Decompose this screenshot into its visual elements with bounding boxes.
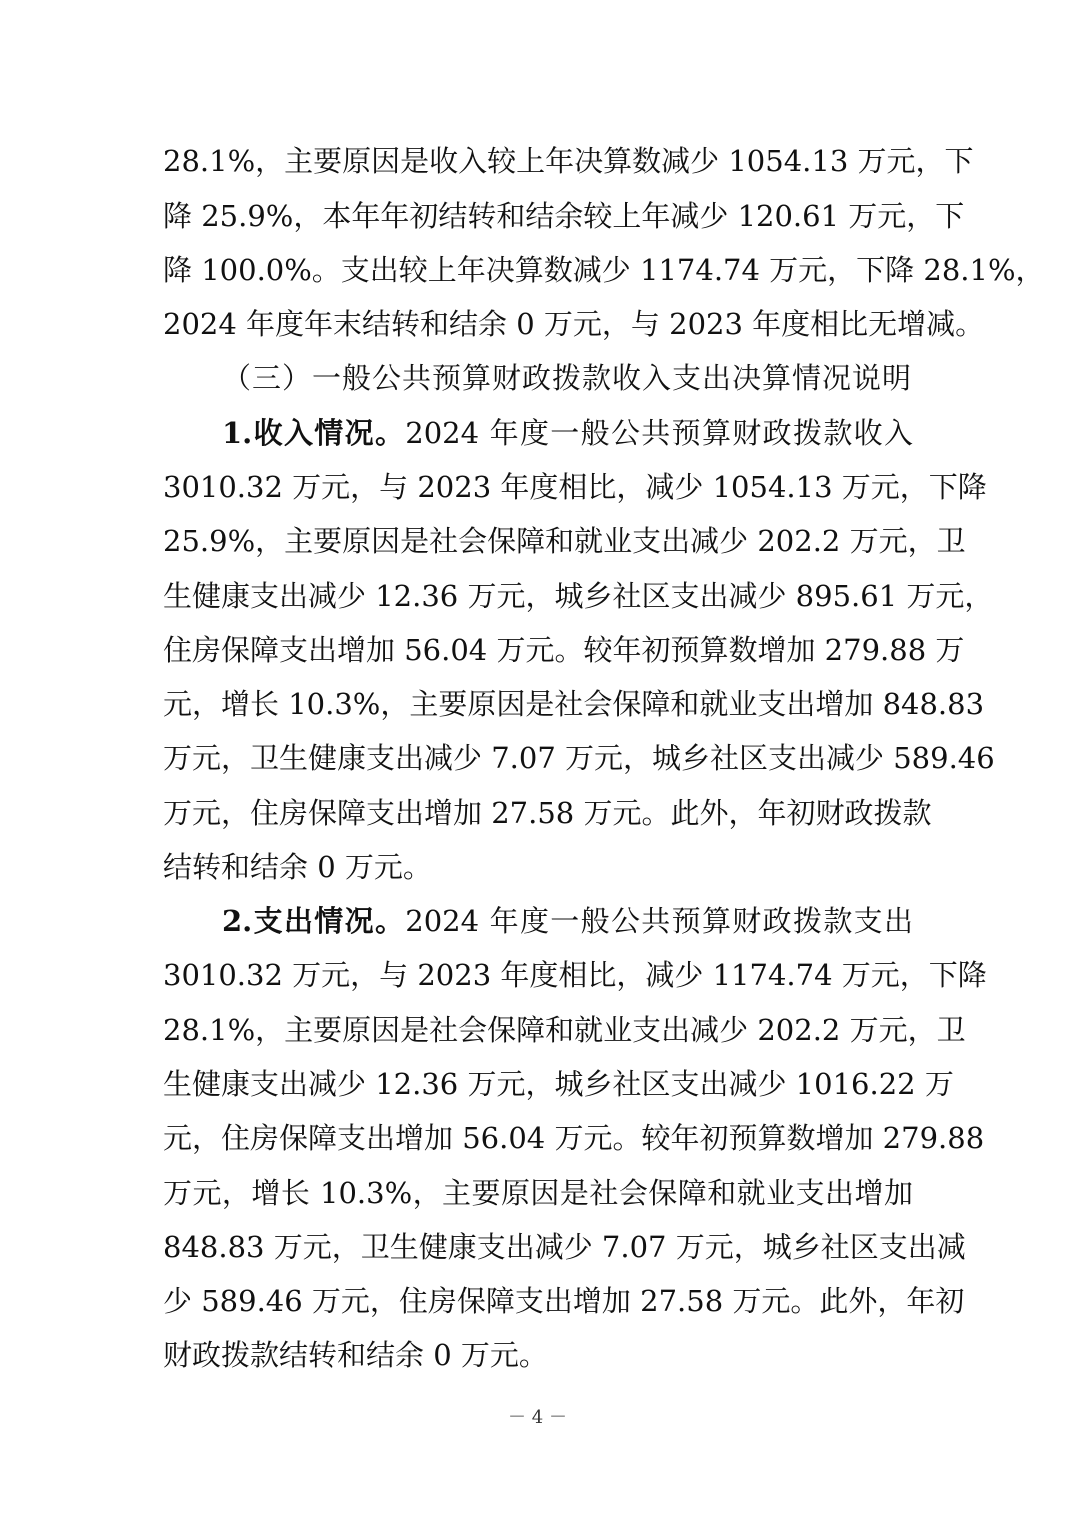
text-line: 结转和结余 0 万元。	[163, 850, 432, 884]
text-line: 28.1%，主要原因是社会保障和就业支出减少 202.2 万元，卫	[163, 1013, 966, 1047]
text-line: 848.83 万元，卫生健康支出减少 7.07 万元，城乡社区支出减	[163, 1230, 966, 1264]
text-line: 生健康支出减少 12.36 万元，城乡社区支出减少 895.61 万元，	[163, 579, 994, 613]
text-line: 万元，住房保障支出增加 27.58 万元。此外，年初财政拨款	[163, 796, 932, 830]
text-line: 3010.32 万元，与 2023 年度相比，减少 1054.13 万元，下降	[163, 470, 987, 504]
text-line: 元，住房保障支出增加 56.04 万元。较年初预算数增加 279.88	[163, 1121, 985, 1155]
text-line: 财政拨款结转和结余 0 万元。	[163, 1338, 548, 1372]
text-line: 25.9%，主要原因是社会保障和就业支出减少 202.2 万元，卫	[163, 524, 966, 558]
text-line: 万元，卫生健康支出减少 7.07 万元，城乡社区支出减少 589.46	[163, 741, 995, 775]
text-line: 住房保障支出增加 56.04 万元。较年初预算数增加 279.88 万	[163, 633, 965, 667]
text-line: 少 589.46 万元，住房保障支出增加 27.58 万元。此外，年初	[163, 1284, 965, 1318]
text-line: 元，增长 10.3%，主要原因是社会保障和就业支出增加 848.83	[163, 687, 985, 721]
text-line: 生健康支出减少 12.36 万元，城乡社区支出减少 1016.22 万	[163, 1067, 954, 1101]
paragraph-heading: 2.支出情况。	[222, 904, 406, 938]
text-line: 28.1%，主要原因是收入较上年决算数减少 1054.13 万元，下	[163, 144, 974, 178]
text-line	[222, 901, 913, 941]
section-title: （三）一般公共预算财政拨款收入支出决算情况说明	[222, 361, 913, 395]
text-line: 万元，增长 10.3%，主要原因是社会保障和就业支出增加	[163, 1176, 913, 1210]
text-line: 降 25.9%，本年年初结转和结余较上年减少 120.61 万元，下	[163, 199, 965, 233]
text-span: 2024 年度一般公共预算财政拨款收入	[405, 416, 913, 450]
paragraph-heading: 1.收入情况。	[222, 416, 406, 450]
text-line: 2024 年度年末结转和结余 0 万元，与 2023 年度相比无增减。	[163, 307, 985, 341]
text-line	[222, 413, 913, 453]
text-span: 2024 年度一般公共预算财政拨款支出	[405, 904, 913, 938]
text-line: 降 100.0%。支出较上年决算数减少 1174.74 万元，下降 28.1%，	[163, 253, 1045, 287]
text-line: 3010.32 万元，与 2023 年度相比，减少 1174.74 万元，下降	[163, 958, 987, 992]
page-number: － 4 －	[508, 1407, 567, 1428]
